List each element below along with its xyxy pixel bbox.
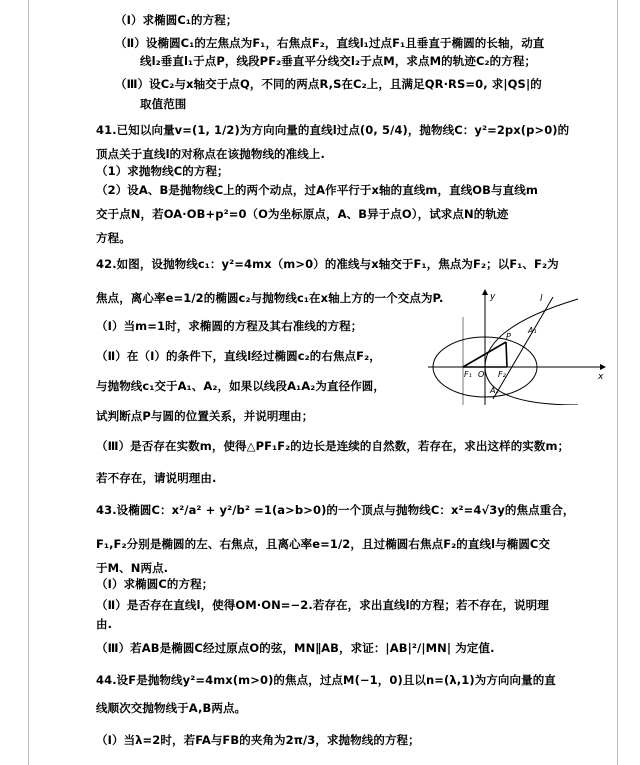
text-line: （Ⅰ）当m=1时，求椭圆的方程及其右准线的方程；	[96, 319, 363, 333]
segment-pf2	[506, 342, 507, 367]
text-line: 与抛物线c₁交于A₁、A₂，如果以线段A₁A₂为直径作圆，	[96, 379, 385, 393]
text-line: 44.设F是抛物线y²=4mx(m>0)的焦点，过点M(−1，0)且以n=(λ,1)为方向向量的直	[96, 673, 556, 687]
label-o: O	[478, 370, 485, 379]
text-line: 于M、N两点.	[96, 561, 169, 575]
text-line: F₁,F₂分别是椭圆的左、右焦点，且离心率e=1/2，且过椭圆右焦点F₂的直线l与椭圆C交	[96, 537, 551, 551]
label-p: P	[506, 332, 511, 341]
text-line: 试判断点P与圆的位置关系，并说明理由；	[96, 409, 314, 423]
text-line: 线l₂垂直l₁于点P，线段PF₂垂直平分线交l₂于点M，求点M的轨迹C₂的方程；	[140, 54, 537, 68]
x-axis-arrow	[600, 364, 606, 370]
text-line: （Ⅲ）设C₂与x轴交于点Q，不同的两点R,S在C₂上，且满足QR·RS=0, 求|QS|的	[115, 77, 542, 91]
text-line: （Ⅰ）当λ=2时，若FA与FB的夹角为2π/3，求抛物线的方程；	[96, 733, 420, 747]
label-y: y	[490, 292, 496, 302]
label-f2: F₂	[498, 370, 506, 379]
text-line: 交于点N，若OA·OB+p²=0（O为坐标原点，A、B异于点O），试求点N的轨迹	[96, 207, 509, 221]
label-f1: F₁	[464, 370, 472, 379]
text-line: 线顺次交抛物线于A,B两点。	[96, 701, 247, 715]
text-line: 若不存在，请说明理由.	[96, 471, 217, 485]
text-line: （Ⅰ）求椭圆C₁的方程；	[115, 13, 238, 27]
label-a1: A₁	[528, 326, 537, 335]
text-line: 42.如图，设抛物线c₁：y²=4mx（m>0）的准线与x轴交于F₁，焦点为F₂；以F₁、F₂为	[96, 257, 559, 271]
text-line: 41.已知以向量v=(1, 1/2)为方向向量的直线l过点(0, 5/4)，抛物线C：y²=2px(p>0)的	[96, 123, 570, 137]
label-x: x	[598, 372, 604, 382]
label-l: l	[540, 294, 543, 304]
text-line: （Ⅲ）是否存在实数m，使得△PF₁F₂的边长是连续的自然数，若存在，求出这样的实数m；	[96, 439, 570, 453]
text-line: 取值范围	[140, 97, 187, 111]
text-line: （2）设A、B是抛物线C上的两个动点，过A作平行于x轴的直线m，直线OB与直线m	[96, 183, 538, 197]
text-line: 由.	[96, 617, 113, 631]
text-line: （1）求抛物线C的方程；	[96, 164, 229, 178]
y-axis-arrow	[482, 289, 488, 295]
text-line: （Ⅱ）设椭圆C₁的左焦点为F₁，右焦点F₂，直线l₁过点F₁且垂直于椭圆的长轴，动直	[115, 36, 545, 50]
text-line: （Ⅱ）在（Ⅰ）的条件下，直线l经过椭圆c₂的右焦点F₂，	[96, 349, 381, 363]
line-l	[493, 297, 553, 399]
text-line: 焦点，离心率e=1/2的椭圆c₂与抛物线c₁在x轴上方的一个交点为P.	[96, 291, 444, 305]
label-a2: A₂	[490, 386, 499, 395]
text-line: 顶点关于直线l的对称点在该抛物线的准线上.	[96, 147, 325, 161]
text-line: （Ⅰ）求椭圆C的方程；	[96, 577, 214, 591]
text-line: （Ⅲ）若AB是椭圆C经过原点O的弦，MN∥AB，求证：|AB|²/|MN| 为定值.	[96, 641, 495, 655]
ellipse-parabola-figure	[428, 287, 606, 405]
text-line: 方程。	[96, 231, 131, 245]
text-line: 43.设椭圆C：x²/a² + y²/b² =1(a>b>0)的一个顶点与抛物线C：x²=4√3y的焦点重合，	[96, 503, 575, 517]
text-line: （Ⅱ）是否存在直线l，使得OM·ON=−2.若存在，求出直线l的方程；若不存在，说明理	[96, 598, 549, 612]
